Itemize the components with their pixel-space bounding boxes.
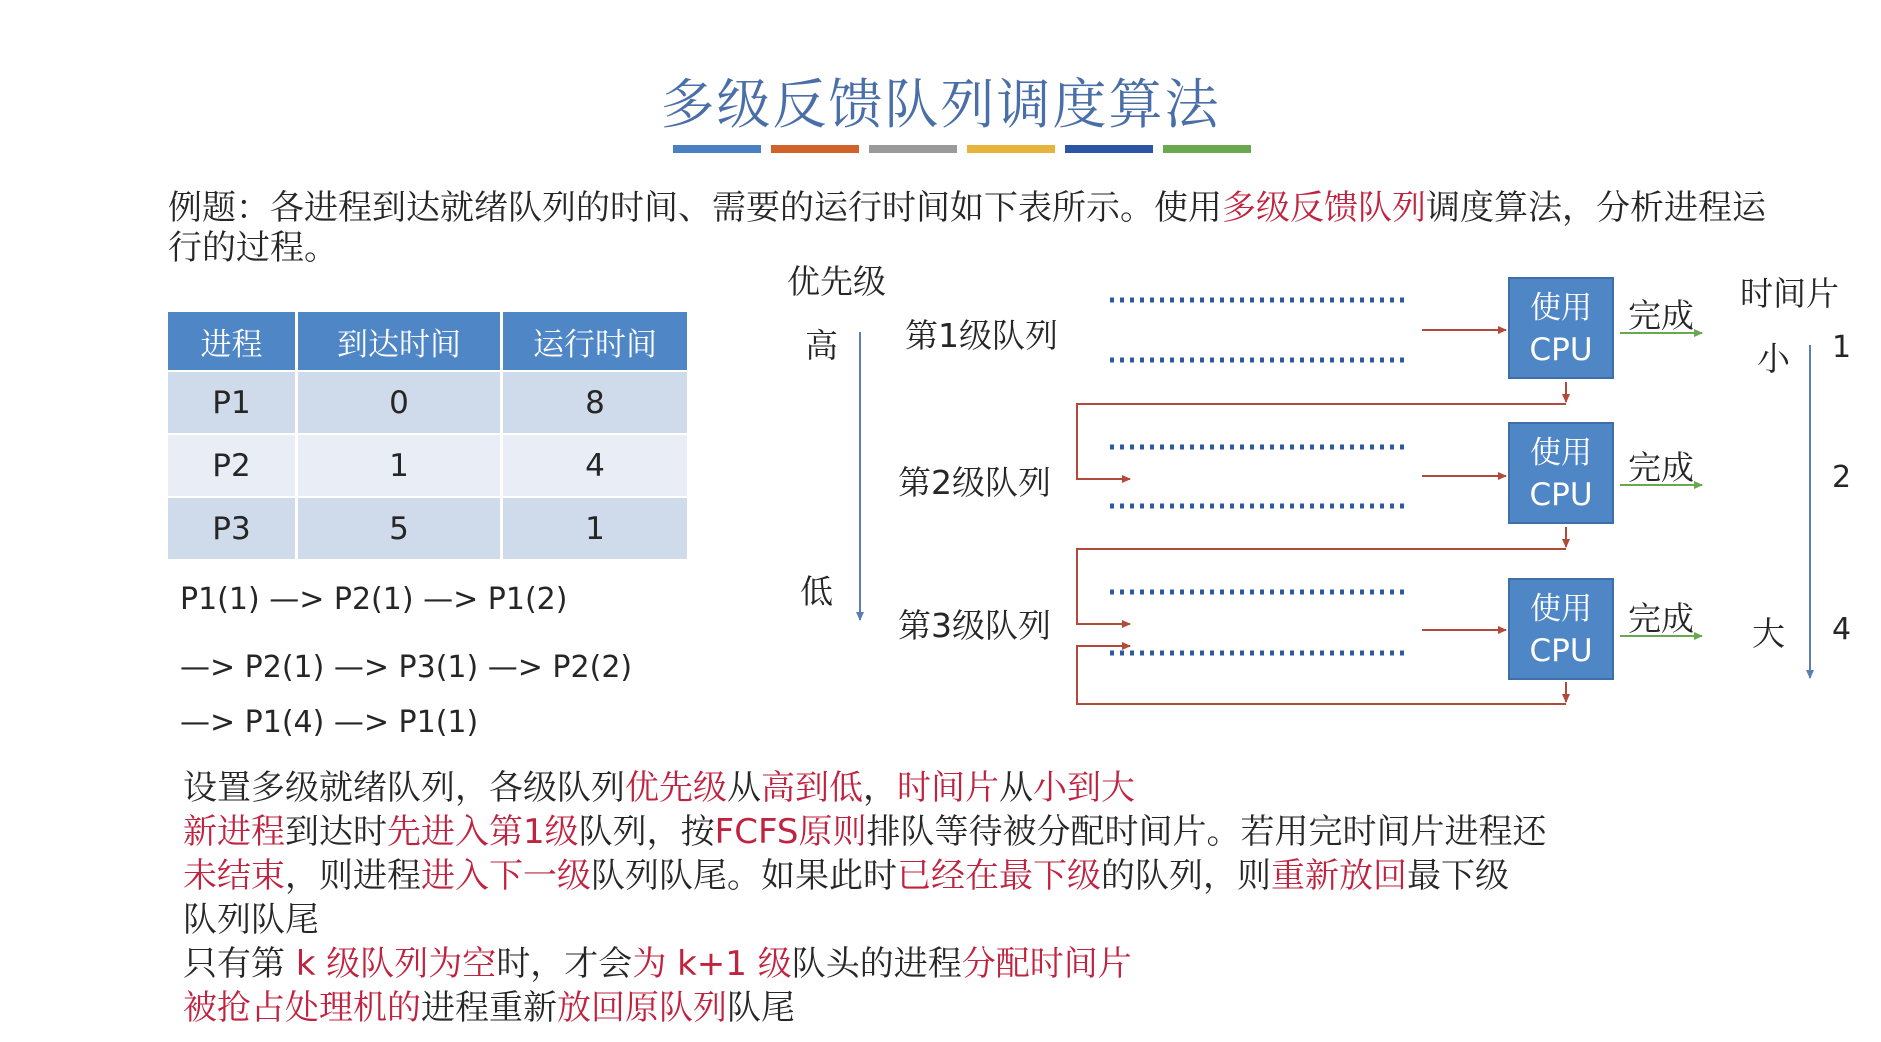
table-header: 进程 xyxy=(168,312,297,371)
intro-text: 调度算法，分析进程运行的过程。 xyxy=(168,188,1766,268)
timeslice-value-4: 4 xyxy=(1832,612,1852,647)
cpu-box-label: CPU xyxy=(1529,477,1593,513)
done-label-3: 完成 xyxy=(1628,599,1694,638)
sequence-line: —> P2(1) —> P3(1) —> P2(2) xyxy=(180,650,633,685)
note-line xyxy=(183,942,1703,986)
note-highlight: 已经在最下级 xyxy=(897,856,1101,896)
queue-label-3: 第3级队列 xyxy=(898,606,1051,645)
note-highlight: 优先级 xyxy=(625,768,727,808)
note-text: 排队等待被分配时间片。若用完时间片进程还 xyxy=(866,812,1547,852)
note-highlight: 高到低 xyxy=(761,768,863,808)
sequence-line: —> P1(4) —> P1(1) xyxy=(180,705,479,740)
table-cell: 5 xyxy=(297,497,502,559)
queue-dotted-lines xyxy=(1110,300,1405,653)
table-cell: 1 xyxy=(502,497,689,559)
note-text: 队列队尾 xyxy=(183,900,319,940)
table-cell: P2 xyxy=(168,434,297,497)
timeslice-label: 时间片 xyxy=(1740,274,1839,313)
note-highlight: 未结束 xyxy=(183,856,285,896)
note-text: 从 xyxy=(999,768,1033,808)
table-cell: 8 xyxy=(502,371,689,434)
priority-label: 优先级 xyxy=(787,262,886,301)
timeslice-small-label: 小 xyxy=(1757,339,1790,378)
note-text: 进程重新 xyxy=(421,988,557,1028)
note-text: 到达时 xyxy=(285,812,387,852)
note-text: ，则进程 xyxy=(285,856,421,896)
note-text: 队列，按 xyxy=(578,812,715,852)
note-text: 队列队尾。如果此时 xyxy=(591,856,897,896)
feedback-arrow-to-queue-3 xyxy=(1077,549,1566,624)
priority-high-label: 高 xyxy=(805,326,838,365)
sequence-line: P1(1) —> P2(1) —> P1(2) xyxy=(180,582,568,617)
feedback-arrow-to-queue-2 xyxy=(1077,404,1566,479)
note-line xyxy=(183,766,1703,810)
cpu-box-1 xyxy=(1508,277,1614,379)
note-text: 最下级 xyxy=(1407,856,1509,896)
cpu-box-3 xyxy=(1508,578,1614,680)
note-highlight: 重新放回 xyxy=(1271,856,1407,896)
table-cell: P3 xyxy=(168,497,297,559)
note-text: 队尾 xyxy=(727,988,795,1028)
table-cell: 0 xyxy=(297,371,502,434)
note-highlight: 放回原队列 xyxy=(557,988,727,1028)
table-cell: 1 xyxy=(297,434,502,497)
cpu-box-label: 使用 xyxy=(1530,591,1592,627)
table-cell: 4 xyxy=(502,434,689,497)
note-highlight: 为 k+1 级 xyxy=(632,944,792,984)
cpu-box-label: CPU xyxy=(1529,332,1593,368)
done-label-1: 完成 xyxy=(1628,296,1694,335)
cpu-box-label: 使用 xyxy=(1530,435,1592,471)
slide-title: 多级反馈队列调度算法 xyxy=(660,73,1221,136)
intro-text: 例题：各进程到达就绪队列的时间、需要的运行时间如下表所示。使用 xyxy=(168,188,1222,228)
note-highlight: FCFS原则 xyxy=(714,812,867,852)
note-line xyxy=(183,854,1703,898)
note-highlight: 分配时间片 xyxy=(961,944,1132,984)
queue-label-2: 第2级队列 xyxy=(898,463,1051,502)
timeslice-value-2: 2 xyxy=(1832,460,1852,495)
table-cell: P1 xyxy=(168,371,297,434)
timeslice-value-1: 1 xyxy=(1832,330,1852,365)
note-line xyxy=(183,986,1703,1030)
timeslice-large-label: 大 xyxy=(1752,614,1785,653)
notes-section xyxy=(183,766,1703,1030)
note-text: 的队列，则 xyxy=(1101,856,1271,896)
note-line xyxy=(183,898,1703,942)
note-highlight: 先进入第1级 xyxy=(387,812,579,852)
note-highlight: 被抢占处理机的 xyxy=(183,988,421,1028)
note-highlight: 新进程 xyxy=(183,812,285,852)
note-text: 只有第 xyxy=(183,944,296,984)
note-highlight: 时间片 xyxy=(897,768,999,808)
note-highlight: k 级队列为空 xyxy=(295,944,497,984)
queue-label-1: 第1级队列 xyxy=(905,316,1058,355)
cpu-box-label: 使用 xyxy=(1530,290,1592,326)
table-header: 到达时间 xyxy=(297,312,502,371)
note-text: 设置多级就绪队列，各级队列 xyxy=(183,768,625,808)
note-text: ， xyxy=(863,768,897,808)
table-header: 运行时间 xyxy=(502,312,689,371)
cpu-box-label: CPU xyxy=(1529,633,1593,669)
priority-low-label: 低 xyxy=(800,572,833,611)
note-line xyxy=(183,810,1703,854)
intro-highlight: 多级反馈队列 xyxy=(1222,188,1426,228)
done-label-2: 完成 xyxy=(1628,448,1694,487)
note-text: 队头的进程 xyxy=(791,944,962,984)
note-highlight: 进入下一级 xyxy=(421,856,591,896)
note-highlight: 小到大 xyxy=(1033,768,1135,808)
cpu-box-2 xyxy=(1508,422,1614,524)
note-text: 从 xyxy=(727,768,761,808)
note-text: 时，才会 xyxy=(496,944,633,984)
